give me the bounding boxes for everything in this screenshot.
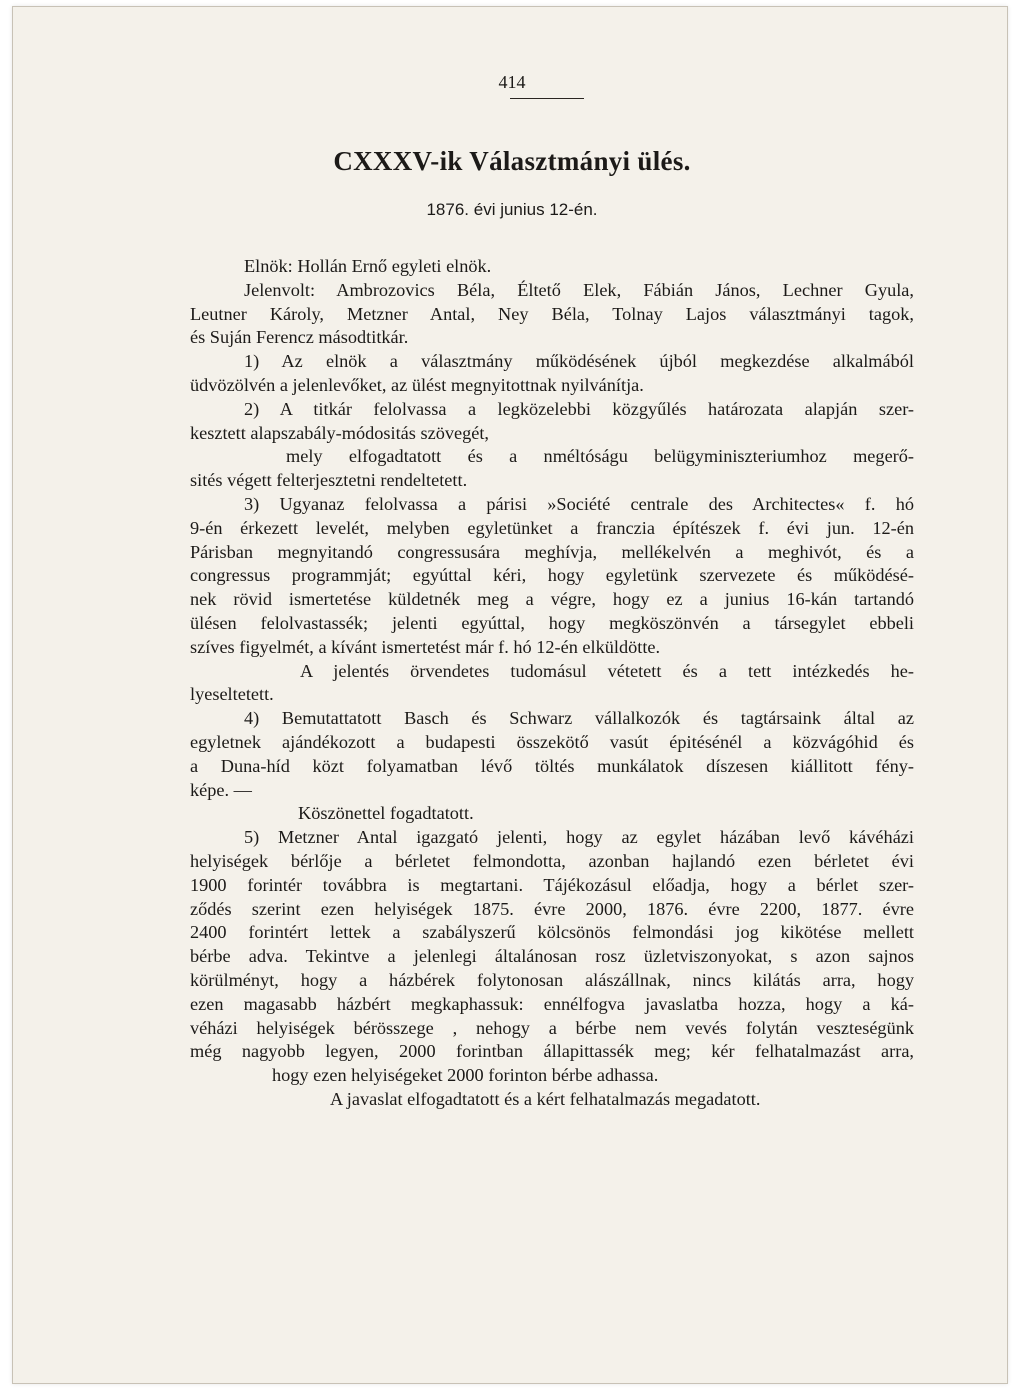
item-5-line: ződés szerint ezen helyiségek 1875. évre 2000, 1876. évre 2200, 1877. évre: [190, 898, 914, 919]
item-5-line: körülményt, hogy a házbérek folytonosan alászállnak, nincs kilátás arra, hogy: [190, 969, 914, 990]
attendance-line: és Suján Ferencz másodtitkár.: [190, 327, 409, 348]
item-3-resolution: lyeseltetett.: [190, 684, 274, 705]
item-5-line: 5) Metzner Antal igazgató jelenti, hogy az egylet házában levő kávéházi: [244, 827, 914, 848]
item-3-line: 3) Ugyanaz felolvassa a párisi »Société centrale des Architectes« f. hó: [244, 493, 914, 514]
item-1-line: üdvözölvén a jelenlevőket, az ülést megnyitottnak nyilvánítja.: [190, 374, 644, 395]
item-4-line: a Duna-híd közt folyamatban lévő töltés munkálatok díszesen kiállitott fény-: [190, 755, 914, 776]
session-minutes: [190, 255, 914, 1112]
item-2-line: mely elfogadtatott és a nméltóságu belügyminiszteriumhoz megerő-: [286, 446, 914, 467]
item-2-line: kesztett alapszabály-módositás szövegét,: [190, 422, 489, 443]
session-date: 1876. évi junius 12-én.: [426, 200, 598, 219]
item-5-line: még nagyobb legyen, 2000 forintban állapittassék meg; kér felhatalmazást arra,: [190, 1041, 914, 1062]
item-4-resolution: Köszönettel fogadtatott.: [298, 803, 474, 824]
item-3-line: Párisban megnyitandó congressusára meghívja, mellékelvén a meghivót, és a: [190, 541, 914, 562]
item-5-line: ezen magasabb házbért megkaphassuk: ennélfogva javaslatba hozza, hogy a ká-: [190, 993, 914, 1014]
item-5-line: véházi helyiségek bérösszege , nehogy a bérbe nem vevés folytán veszteségünk: [190, 1017, 914, 1038]
item-3-resolution: A jelentés örvendetes tudomásul vétetett és a tett intézkedés he-: [300, 660, 914, 681]
item-4-line: egyletnek ajándékozott a budapesti összekötő vasút épitésénél a közvágóhid és: [190, 731, 914, 752]
item-5-line: helyiségek bérlője a bérletet felmondotta, azonban hajlandó ezen bérletet évi: [190, 850, 914, 871]
item-1-line: 1) Az elnök a választmány működésének újból megkezdése alkalmából: [244, 351, 914, 372]
item-2-line: 2) A titkár felolvassa a legközelebbi közgyűlés határozata alapján szer-: [244, 398, 914, 419]
session-heading: CXXXV-ik Választmányi ülés.: [333, 146, 691, 176]
item-4-line: 4) Bemutattatott Basch és Schwarz vállalkozók és tagtársaink által az: [244, 708, 914, 729]
item-5-resolution: A javaslat elfogadtatott és a kért felhatalmazás megadatott.: [330, 1088, 761, 1109]
item-5-line: 2400 forintért lettek a szabályszerű kölcsönös felmondási jog kikötése mellett: [190, 922, 914, 943]
item-3-line: nek rövid ismertetése küldetnék meg a végre, hogy ez a junius 16-kán tartandó: [190, 589, 914, 610]
attendance-line: Leutner Károly, Metzner Antal, Ney Béla, Tolnay Lajos választmányi tagok,: [190, 303, 914, 324]
item-2-line: sités végett felterjesztetni rendeltetett.: [190, 470, 468, 491]
item-5-line: hogy ezen helyiségeket 2000 forinton bérbe adhassa.: [272, 1065, 659, 1086]
item-4-line: képe. —: [190, 779, 252, 800]
item-3-line: szíves figyelmét, a kívánt ismertetést már f. hó 12-én elküldötte.: [190, 636, 661, 657]
page-number-rule: [510, 98, 584, 99]
item-5-line: 1900 forintér továbbra is megtartani. Tájékozásul előadja, hogy a bérlet szer-: [190, 874, 914, 895]
item-3-line: ülésen felolvastassék; jelenti egyúttal, hogy megköszönvén a társegylet ebbeli: [190, 612, 914, 633]
item-3-line: congressus programmját; egyúttal kéri, hogy egyletünk szervezete és működésé-: [190, 565, 914, 586]
page-number: 414: [498, 72, 526, 92]
attendance-line: Jelenvolt: Ambrozovics Béla, Éltető Elek, Fábián János, Lechner Gyula,: [244, 279, 914, 300]
item-5-line: bérbe adva. Tekintve a jelenlegi általánosan rosz üzletviszonyokat, s azon sajnos: [190, 946, 914, 967]
item-3-line: 9-én érkezett levelét, melyben egyletünket a franczia építészek f. évi jun. 12-én: [190, 517, 914, 538]
chairman-line: Elnök: Hollán Ernő egyleti elnök.: [244, 256, 492, 276]
